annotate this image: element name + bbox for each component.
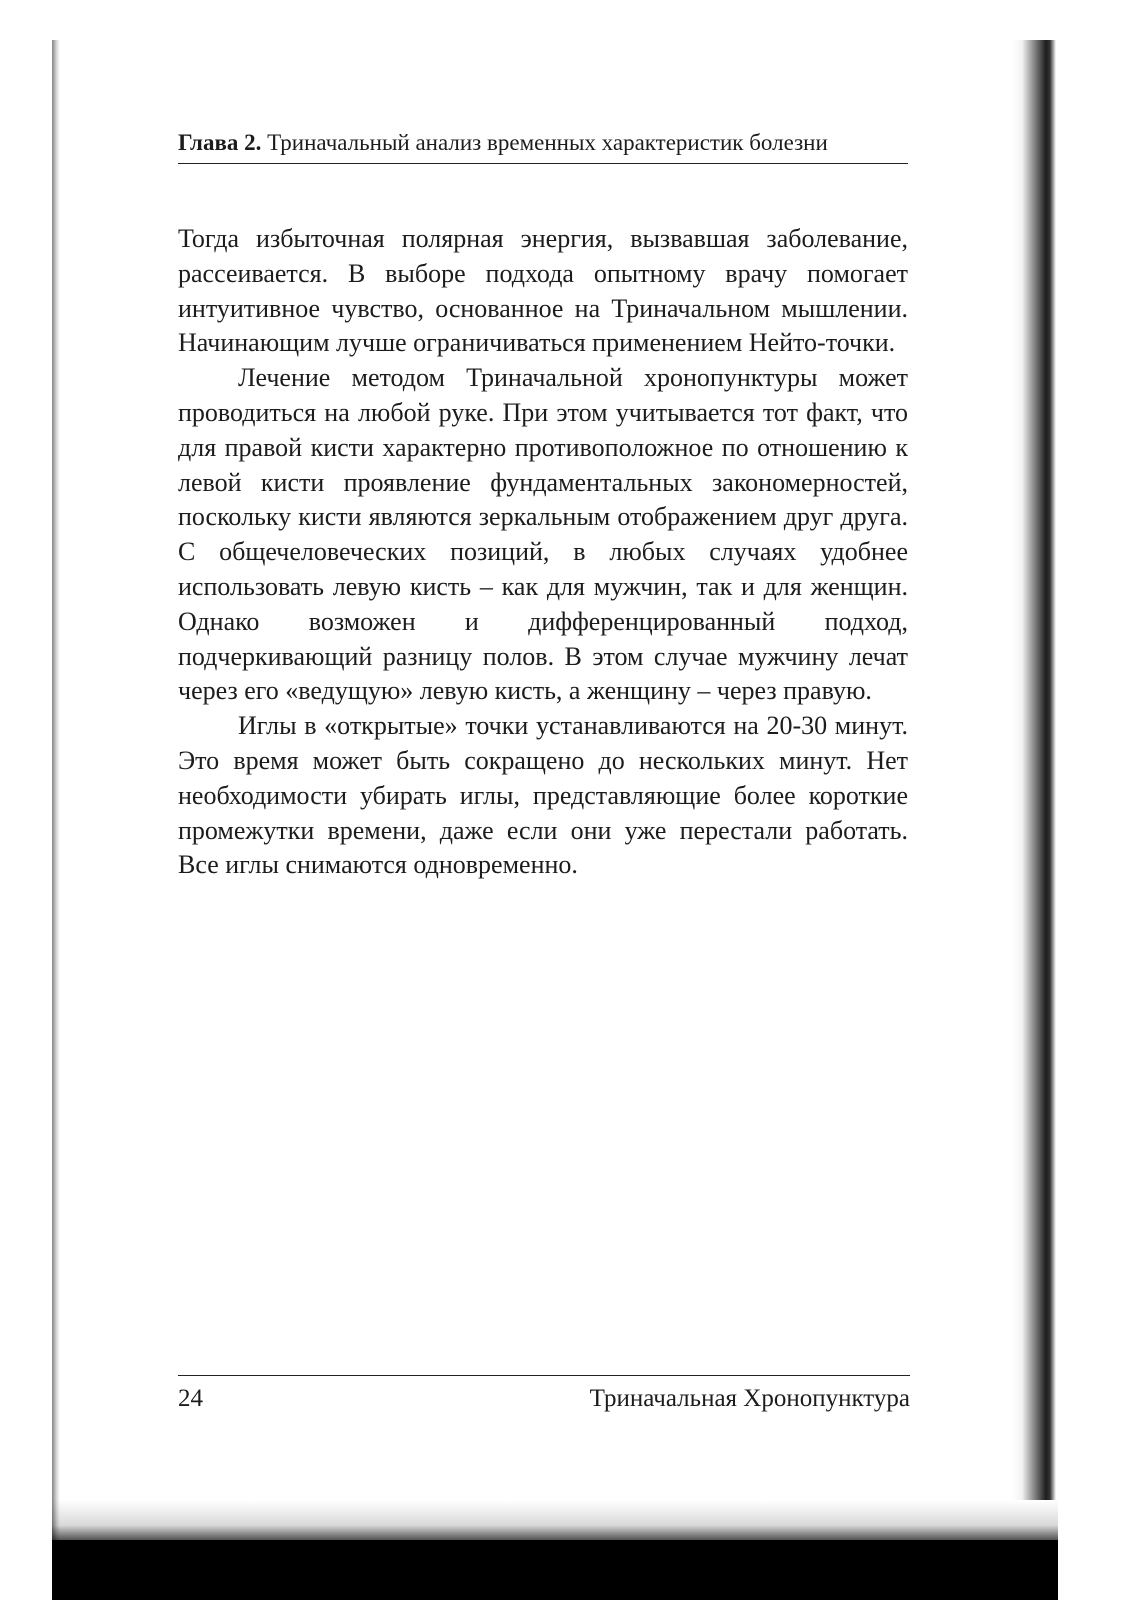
running-head <box>178 126 908 160</box>
paragraph-3: Иглы в «открытые» точки устанавливаются на 20-30 минут. Это время может быть сокращено до нескольких минут. Нет необходимости убирать иглы, представляющие более короткие промежутки времени, даже если они уже перестали работать. Все иглы снимаются одновременно. <box>178 711 908 880</box>
book-title: Триначальная Хронопунктура <box>589 1385 910 1412</box>
header-rule <box>178 163 908 164</box>
paragraph-1: Тогда избыточная полярная энергия, вызвавшая заболевание, рассеивается. В выборе подхода опытному врачу помогает интуитивное чувство, основанное на Триначальном мышлении. Начинающим лучше ограничиваться применением Нейто-точки. <box>178 224 908 358</box>
scan-left-edge-shadow <box>52 40 60 1540</box>
paragraph-2: Лечение методом Триначальной хронопунктуры может проводиться на любой руке. При этом учитывается тот факт, что для правой кисти характерно противоположное по отношению к левой кисти проявление фундаментальных закономерностей, поскольку кисти являются зеркальным отображением друг друга. С общечеловеческих позиций, в любых случаях удобнее использовать левую кисть – как для мужчин, так и для женщин. Однако возможен и дифференцированный подход, подчеркивающий разницу полов. В этом случае мужчину лечат через его «ведущую» левую кисть, а женщину – через правую. <box>178 363 908 706</box>
scan-bottom-border <box>52 1540 1058 1600</box>
chapter-label: Глава 2. <box>178 130 262 155</box>
page-footer <box>178 1382 910 1416</box>
chapter-title: Триначальный анализ временных характеристик болезни <box>267 130 828 155</box>
footer-rule <box>178 1375 910 1376</box>
scan-right-edge-shadow <box>1012 40 1056 1500</box>
body-text <box>178 222 908 883</box>
page-number: 24 <box>178 1385 203 1412</box>
scan-bottom-shadow <box>52 1500 1058 1542</box>
